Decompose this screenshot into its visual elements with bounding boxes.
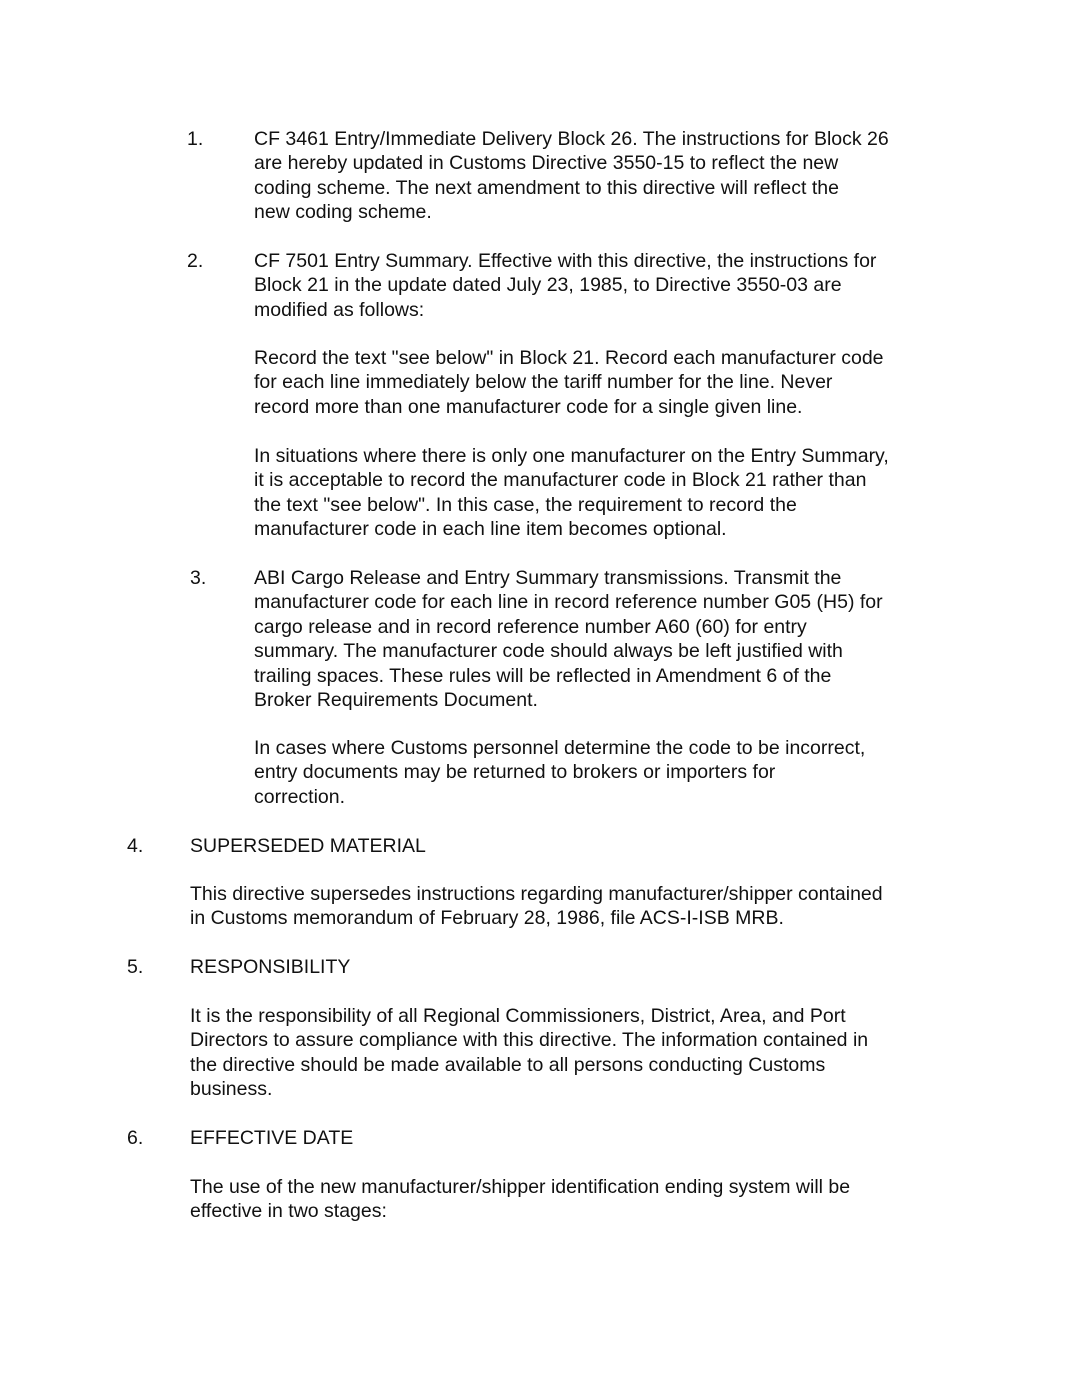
section-heading [190,834,426,858]
text-line: Record the text "see below" in Block 21. Record each manufacturer code [254,347,884,369]
section-number: 5. [127,956,144,978]
text-line: entry documents may be returned to brokers or importers for [254,761,776,784]
sub-item-paragraph [254,127,889,225]
text-line: the text "see below". In this case, the requirement to record the [254,493,797,516]
section-heading-text: EFFECTIVE DATE [190,1127,354,1149]
text-line: Block 21 in the update dated July 23, 1985, to Directive 3550-03 are [254,274,842,297]
text-line: coding scheme. The next amendment to this directive will reflect the [254,176,839,199]
text-line: manufacturer code for each line in record reference number G05 (H5) for [254,591,883,614]
text-line: effective in two stages: [190,1200,387,1223]
text-line: In cases where Customs personnel determine the code to be incorrect, [254,737,866,759]
text-line: CF 7501 Entry Summary. Effective with this directive, the instructions for [254,250,877,272]
text-line: It is the responsibility of all Regional Commissioners, District, Area, and Port [190,1005,846,1027]
sub-item-number: 3. [190,567,207,589]
text-line: it is acceptable to record the manufacturer code in Block 21 rather than [254,469,867,492]
sub-item-paragraph [254,444,889,542]
text-line: for each line immediately below the tariff number for the line. Never [254,371,833,394]
text-line: cargo release and in record reference number A60 (60) for entry [254,615,807,638]
text-line: in Customs memorandum of February 28, 1986, file ACS-I-ISB MRB. [190,907,784,930]
text-line: trailing spaces. These rules will be reflected in Amendment 6 of the [254,664,832,687]
text-line: ABI Cargo Release and Entry Summary transmissions. Transmit the [254,567,842,589]
text-line: business. [190,1078,273,1101]
text-line: manufacturer code in each line item becomes optional. [254,518,727,541]
section-heading [190,955,350,979]
sub-item-paragraph [254,736,865,809]
text-line: new coding scheme. [254,201,432,224]
text-line: The use of the new manufacturer/shipper identification ending system will be [190,1176,851,1198]
sub-item-paragraph [254,346,884,419]
sub-item-paragraph [254,249,876,322]
section-body [190,882,883,931]
sub-item-paragraph [254,566,883,712]
section-heading [190,1126,353,1150]
section-body [190,1004,868,1102]
section-number: 6. [127,1127,144,1149]
text-line: In situations where there is only one manufacturer on the Entry Summary, [254,445,889,467]
text-line: Broker Requirements Document. [254,689,538,712]
section-heading-text: SUPERSEDED MATERIAL [190,835,426,857]
section-number: 4. [127,835,144,857]
text-line: This directive supersedes instructions regarding manufacturer/shipper contained [190,883,883,905]
text-line: modified as follows: [254,298,425,321]
text-line: correction. [254,785,346,808]
text-line: Directors to assure compliance with this directive. The information contained in [190,1029,869,1052]
text-line: the directive should be made available to all persons conducting Customs [190,1053,826,1076]
section-heading-text: RESPONSIBILITY [190,956,351,978]
section-body [190,1175,850,1224]
sub-item-number: 1. [187,128,204,150]
text-line: summary. The manufacturer code should always be left justified with [254,640,843,663]
text-line: record more than one manufacturer code for a single given line. [254,395,803,418]
text-line: are hereby updated in Customs Directive 3550-15 to reflect the new [254,152,839,175]
text-line: CF 3461 Entry/Immediate Delivery Block 26. The instructions for Block 26 [254,128,889,150]
sub-item-number: 2. [187,250,204,272]
